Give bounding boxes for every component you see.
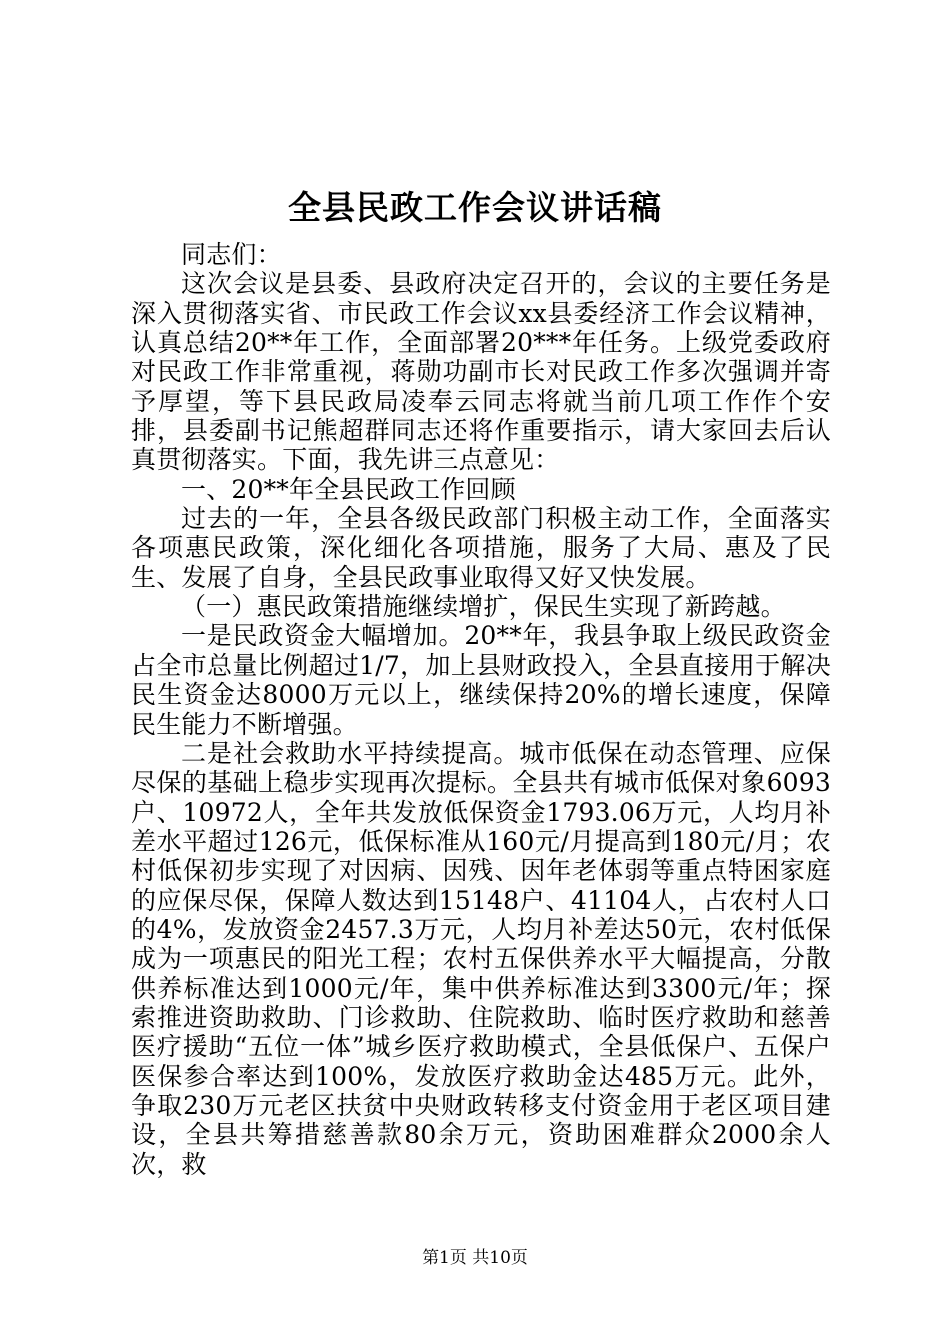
- paragraph-social-assistance: 二是社会救助水平持续提高。城市低保在动态管理、应保尽保的基础上稳步实现再次提标。全县共有城市低保对象6093户、10972人，全年共发放低保资金1793.06万元，人均月补差水平超过126元，低保标准从160元/月提高到180元/月；农村低保初步实现了对因病、因残、因年老体弱等重点特困家庭的应保尽保，保障人数达到15148户、41104人，占农村人口的4%，发放资金2457.3万元，人均月补差达50元，农村低保成为一项惠民的阳光工程；农村五保供养水平大幅提高，分散供养标准达到1000元/年，集中供养标准达到3300元/年；探索推进资助救助、门诊救助、住院救助、临时医疗救助和慈善医疗援助“五位一体”城乡医疗救助模式，全县低保户、五保户医保参合率达到100%，发放医疗救助金达485万元。此外，争取230万元老区扶贫中央财政转移支付资金用于老区项目建设，全县共筹措慈善款80余万元，资助困难群众2000余人次，救: [131, 738, 831, 1179]
- paragraph-review-summary: 过去的一年，全县各级民政部门积极主动工作，全面落实各项惠民政策，深化细化各项措施，服务了大局、惠及了民生、发展了自身，全县民政事业取得又好又快发展。: [131, 504, 831, 592]
- document-body: [131, 240, 831, 1179]
- section-heading-review: 一、20**年全县民政工作回顾: [181, 474, 516, 504]
- page-number: 第1页 共10页: [422, 1248, 528, 1268]
- paragraph-intro: 这次会议是县委、县政府决定召开的，会议的主要任务是深入贯彻落实省、市民政工作会议xx县委经济工作会议精神，认真总结20**年工作，全面部署20***年任务。上级党委政府对民政工作非常重视，蒋勋功副市长对民政工作多次强调并寄予厚望，等下县民政局凌奉云同志将就当前几项工作作个安排，县委副书记熊超群同志还将作重要指示，请大家回去后认真贯彻落实。下面，我先讲三点意见：: [131, 269, 831, 475]
- paragraph-funding: 一是民政资金大幅增加。20**年，我县争取上级民政资金占全市总量比例超过1/7，加上县财政投入，全县直接用于解决民生资金达8000万元以上，继续保持20%的增长速度，保障民生能力不断增强。: [131, 621, 831, 739]
- subsection-heading-policy: （一）惠民政策措施继续增扩，保民生实现了新跨越。: [181, 592, 786, 622]
- document-title: 全县民政工作会议讲话稿: [288, 188, 662, 227]
- paragraph-salutation: 同志们：: [181, 240, 282, 269]
